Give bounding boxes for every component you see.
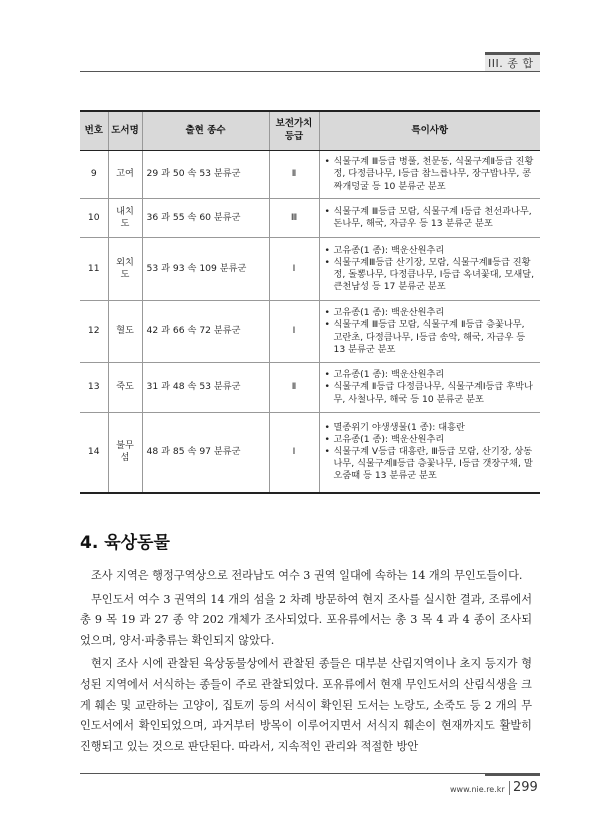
row-remarks [319,301,540,363]
header-number: 번호 [80,111,108,151]
footer-divider [509,781,510,795]
footer-url: www.nie.re.kr [450,785,505,794]
row-island-name: 죽도 [108,363,142,413]
row-grade: Ⅰ [269,413,319,493]
row-grade: Ⅰ [269,301,319,363]
row-number: 12 [80,301,108,363]
table-row [80,238,540,301]
paragraph: 조사 지역은 행정구역상으로 전라남도 여수 3 권역 일대에 속하는 14 개의 무인도들이다. [91,569,523,582]
row-species-count: 53 과 93 속 109 분류군 [142,238,269,301]
remark-item: • 고유종(1 종): 백운산원추리 [324,369,537,381]
remark-item: • 식물구계Ⅲ등급 산기장, 모람, 식물구계Ⅱ등급 진황정, 돌뽕나무, 다정큼나무, Ⅰ등급 옥녀꽃대, 모새달, 큰천남성 등 17 분류군 분포 [324,257,537,293]
footer-tab [485,773,540,776]
remark-item: • 식물구계 Ⅱ등급 다정큼나무, 식물구계Ⅰ등급 후박나무, 사철나무, 해국 등 10 분류군 분포 [324,381,537,405]
row-number: 13 [80,363,108,413]
row-species-count: 29 과 50 속 53 분류군 [142,151,269,199]
header-remarks: 특이사항 [319,111,540,151]
row-species-count: 36 과 55 속 60 분류군 [142,199,269,238]
remark-item: • 식물구계 Ⅲ등급 모람, 식물구계 Ⅱ등급 층꽃나무, 고란초, 다정큼나무, Ⅰ등급 송악, 해국, 자금우 등 13 분류군 분포 [324,319,537,355]
row-grade: Ⅱ [269,363,319,413]
remark-item: • 멸종위기 야생생물(1 종): 대흥란 [324,422,537,434]
row-remarks [319,413,540,493]
row-species-count: 31 과 48 속 53 분류군 [142,363,269,413]
remark-item: • 고유종(1 종): 백운산원추리 [324,245,537,257]
row-grade: Ⅱ [269,151,319,199]
section-label: III. 종 합 [488,57,534,70]
row-remarks [319,363,540,413]
table-row [80,151,540,199]
row-grade: Ⅰ [269,238,319,301]
table-row [80,301,540,363]
table-row [80,413,540,493]
row-grade: Ⅲ [269,199,319,238]
remark-item: • 식물구계 Ⅴ등급 대흥란, Ⅲ등급 모람, 산기장, 상동나무, 식물구계Ⅱ등급 층꽃나무, Ⅰ등급 갯장구채, 말오줌때 등 13 분류군 분포 [324,446,537,482]
remark-item: • 식물구계 Ⅲ등급 모람, 식물구계 Ⅰ등급 천선과나무, 돈나무, 해국, 자금우 등 13 분류군 분포 [324,206,537,230]
header-species-count: 출현 종수 [142,111,269,151]
row-number: 10 [80,199,108,238]
header-island-name: 도서명 [108,111,142,151]
page-number: 299 [513,780,538,795]
section-title: 4. 육상동물 [80,533,170,553]
species-table [80,110,540,494]
row-remarks [319,238,540,301]
row-species-count: 42 과 66 속 72 분류군 [142,301,269,363]
remark-item: • 식물구계 Ⅲ등급 병풀, 천문동, 식물구계Ⅱ등급 진황정, 다정큼나무, Ⅰ등급 참느릅나무, 장구밥나무, 콩짜개덩굴 등 10 분류군 분포 [324,156,537,192]
body-text [80,566,532,760]
table-header-row [80,111,540,151]
row-remarks [319,199,540,238]
header-conservation-grade: 보전가치 등급 [269,111,319,151]
paragraph: 무인도서 여수 3 권역의 14 개의 섬을 2 차례 방문하여 현지 조사를 실시한 결과, 조류에서 총 9 목 19 과 27 종 약 202 개체가 조사되었다. 포유류에서는 총 3 목 4 과 4 종이 조사되었으며, 양서·파충류는 확인되지 않았다. [80,592,532,647]
footer-rule [80,773,540,774]
remark-item: • 고유종(1 종): 백운산원추리 [324,434,537,446]
row-number: 11 [80,238,108,301]
row-number: 9 [80,151,108,199]
row-island-name: 고여 [108,151,142,199]
row-species-count: 48 과 85 속 97 분류군 [142,413,269,493]
row-island-name: 불무섬 [108,413,142,493]
remark-item: • 고유종(1 종): 백운산원추리 [324,307,537,319]
paragraph: 현지 조사 시에 관찰된 육상동물상에서 관찰된 종들은 대부분 산림지역이나 초지 등지가 형성된 지역에서 서식하는 종들이 주로 관찰되었다. 포유류에서 현재 무인도서의 산림식생을 크게 훼손 및 교란하는 고양이, 집토끼 등의 서식이 확인된 도서는 노랑도, 소죽도 등 2 개의 무인도서에서 확인되었으며, 과거부터 방목이 이루어지면서 서식지 훼손이 현재까지도 활발히 진행되고 있는 것으로 판단된다. 따라서, 지속적인 관리와 적절한 방안 [80,657,532,753]
row-island-name: 내치도 [108,199,142,238]
table-row [80,199,540,238]
row-island-name: 외치도 [108,238,142,301]
row-number: 14 [80,413,108,493]
row-island-name: 혈도 [108,301,142,363]
row-remarks [319,151,540,199]
table-row [80,363,540,413]
header-rule [80,71,540,72]
